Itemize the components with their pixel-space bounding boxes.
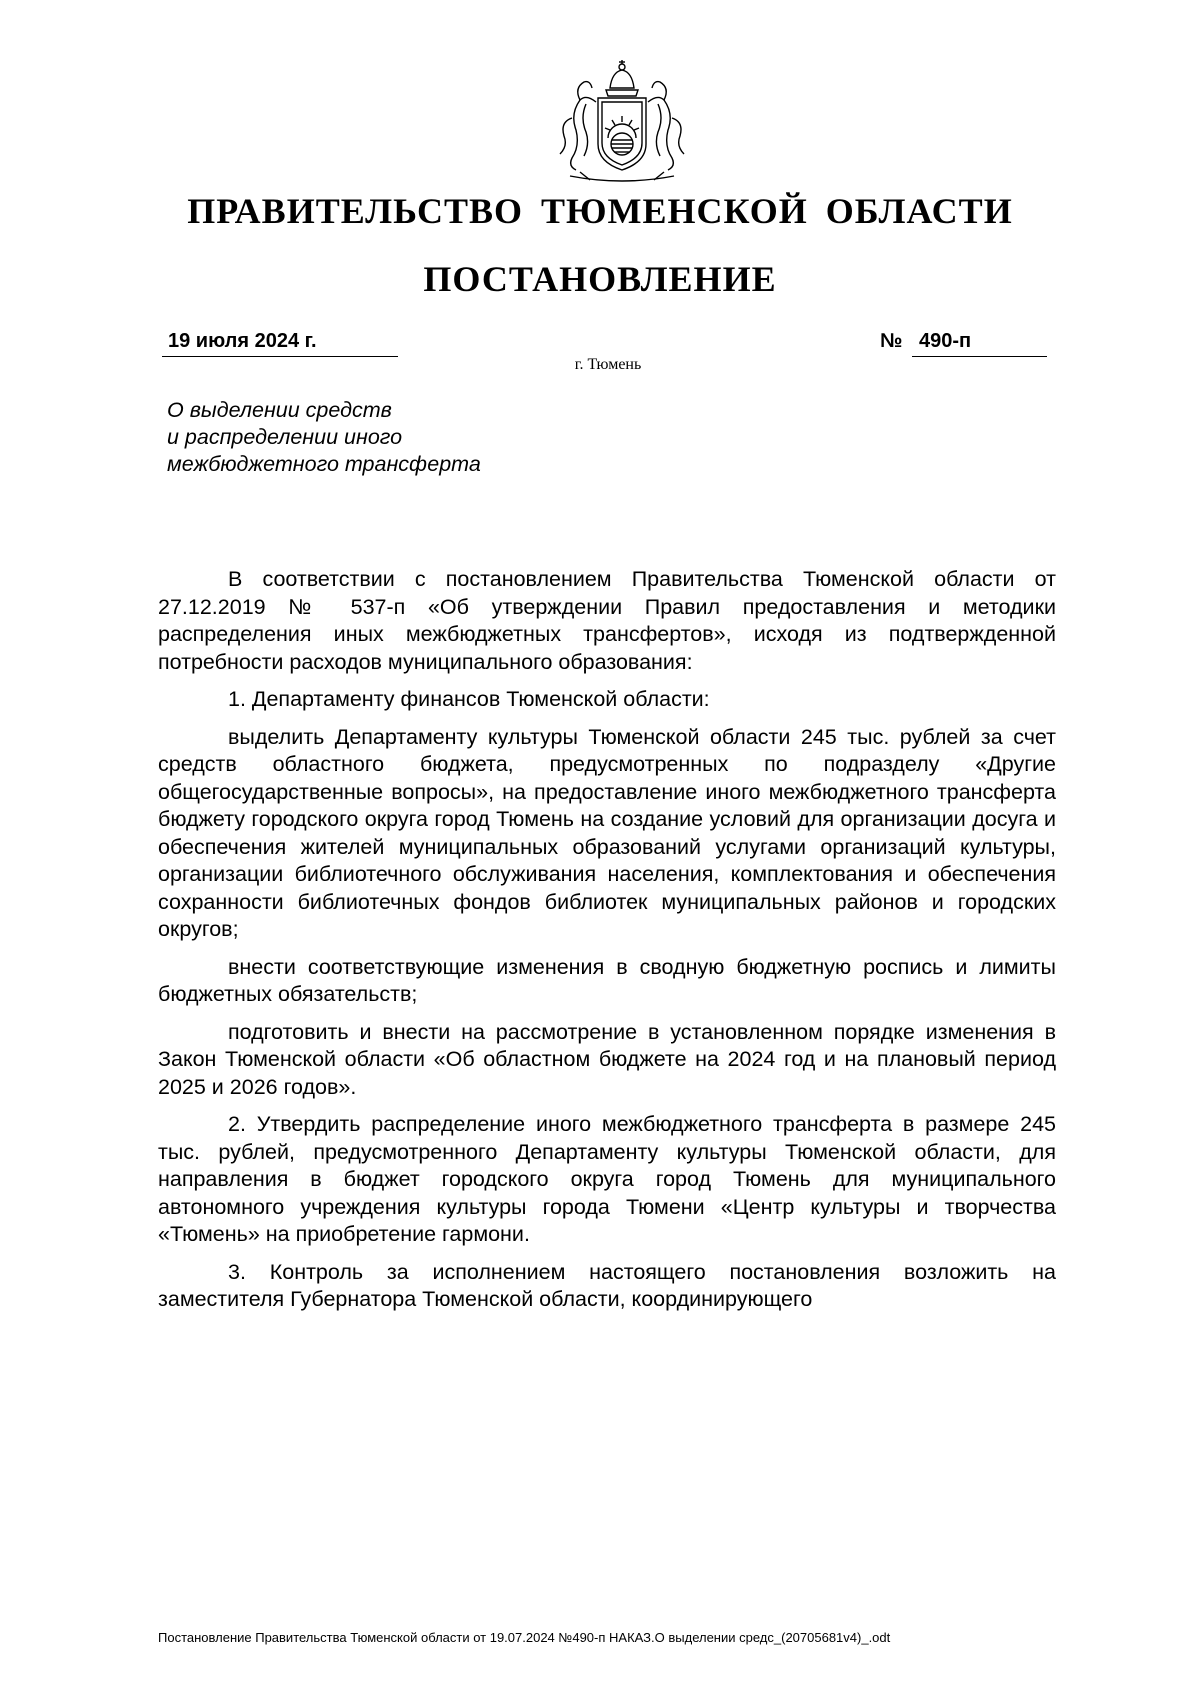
subject-line: О выделении средств [167, 398, 392, 422]
organization-title: ПРАВИТЕЛЬСТВО ТЮМЕНСКОЙ ОБЛАСТИ [187, 191, 1013, 231]
body-paragraph: 1. Департаменту финансов Тюменской области: [228, 687, 710, 711]
body-paragraph: подготовить и внести на рассмотрение в установленном порядке изменения в Закон Тюменской области «Об областном бюджете на 2024 год и на плановый период 2025 и 2026 годов». [158, 1019, 1056, 1099]
number-sign: № [880, 330, 903, 352]
document-body [158, 566, 1056, 1324]
document-subject [167, 397, 587, 478]
body-paragraph: В соответствии с постановлением Правительства Тюменской области от 27.12.2019 № 537-п «Об утверждении Правил предоставления и методики распределения иных межбюджетных трансфертов», исходя из подтвержденной потребности расходов муниципального образования: [158, 567, 1056, 674]
subject-line: и распределении иного [167, 425, 403, 449]
subject-line: межбюджетного трансферта [167, 452, 481, 476]
body-paragraph: 2. Утвердить распределение иного межбюджетного трансферта в размере 245 тыс. рублей, предусмотренного Департаменту культуры Тюменской области, для направления в бюджет городского округа город Тюмень для муниципального автономного учреждения культуры города Тюмени «Центр культуры и творчества «Тюмень» на приобретение гармони. [158, 1112, 1056, 1246]
city: г. Тюмень [574, 356, 642, 373]
body-paragraph: выделить Департаменту культуры Тюменской области 245 тыс. рублей за счет средств областного бюджета, предусмотренных по подразделу «Другие общегосударственные вопросы», на предоставление иного межбюджетного трансферта бюджету городского округа город Тюмень на создание условий для организации досуга и обеспечения жителей муниципальных образований услугами организаций культуры, организации библиотечного обслуживания населения, комплектования и обеспечения сохранности библиотечных фондов библиотек муниципальных районов и городских округов; [158, 724, 1056, 941]
body-paragraph: 3. Контроль за исполнением настоящего постановления возложить на заместителя Губернатора Тюменской области, координирующего [158, 1259, 1056, 1311]
document-type: ПОСТАНОВЛЕНИЕ [423, 259, 777, 299]
body-paragraph: внести соответствующие изменения в сводную бюджетную роспись и лимиты бюджетных обязательств; [158, 954, 1056, 1006]
footer-filename: Постановление Правительства Тюменской области от 19.07.2024 №490-п НАКАЗ.О выделении средс_(20705681v4)_.odt [158, 1630, 891, 1645]
document-date: 19 июля 2024 г. [162, 327, 398, 357]
document-number: 490-п [912, 327, 1047, 357]
coat-of-arms-icon [550, 58, 695, 188]
